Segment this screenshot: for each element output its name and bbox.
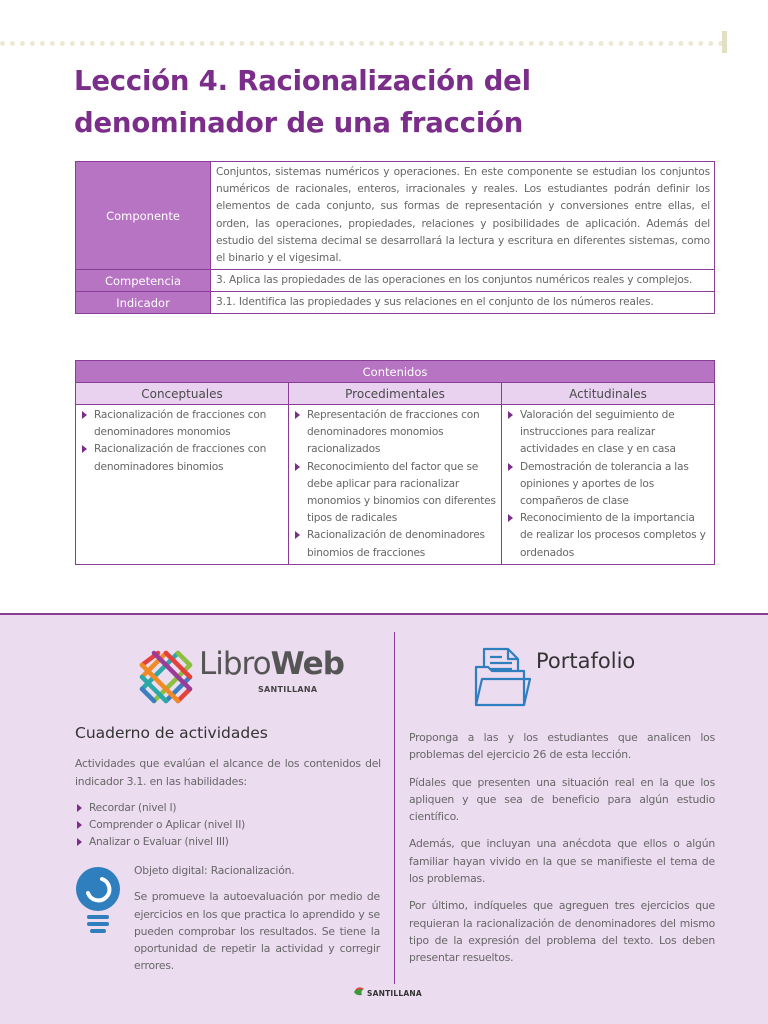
lesson-number: Lección 4. [74,65,228,97]
cuaderno-title: Cuaderno de actividades [75,724,268,742]
lesson-title: Racionalización del denominador de una fracción [74,65,531,139]
libroweb-brand [199,646,344,682]
brand-bold: Web [270,646,344,682]
portafolio-paragraph: Además, que incluyan una anécdota que ellos o algún familiar hayan vivido en la que se manifieste el tema de los problemas. [409,837,715,886]
libroweb-logo-icon [134,645,198,709]
actitudinales-cell [502,405,715,565]
footer-publisher: SANTILLANA [367,989,422,998]
portafolio-paragraph: Por último, indíqueles que agreguen tres ejercicios que requieran la racionalización de denominadores del mismo tipo de la expresión del problema del texto. Los deben presentar resueltos. [409,899,715,965]
list-item: Recordar (nivel I) [75,800,375,817]
list-item: Analizar o Evaluar (nivel III) [75,834,375,851]
digital-object-desc: Se promueve la autoevaluación por medio de ejercicios en los que practica lo aprendido y se pueden comprobar los resultados. Se tiene la oportunidad de repetir la actividad y corregir errores. [134,890,380,973]
cuaderno-intro: Actividades que evalúan el alcance de los contenidos del indicador 3.1. en las habilidades: [75,757,381,788]
componente-text: Conjuntos, sistemas numéricos y operaciones. En este componente se estudian los conjuntos numéricos de racionales, enteros, irracionales y reales. Los estudiantes podrán definir los elementos de cada conjunto, sus formas de representación y conversiones entre ellas, el orden, las operaciones, propiedades, relaciones y posibilidades de aplicación. Además del estudio del sistema decimal se desarrollará la lectura y escritura en diferentes sistemas, como el binario y el vigesimal. [211,162,715,270]
resources-panel [0,613,768,1024]
libroweb-sub: SANTILLANA [258,685,318,694]
contenidos-table [75,360,715,565]
indicador-text: 3.1. Identifica las propiedades y sus relaciones en el conjunto de los números reales. [211,292,715,314]
componente-row [76,162,715,270]
list-item: Comprender o Aplicar (nivel II) [75,817,375,834]
procedimentales-cell [289,405,502,565]
col-header-conceptuales: Conceptuales [76,383,289,405]
col-header-procedimentales: Procedimentales [289,383,502,405]
folder-documents-icon [470,643,532,709]
digital-object-title: Objeto digital: Racionalización. [134,864,295,877]
portafolio-paragraph: Pídales que presenten una situación real en la que los apliquen y que sea de beneficio para algún estudio científico. [409,775,715,824]
indicador-row [76,292,715,314]
contenidos-caption: Contenidos [76,361,715,383]
portafolio-body [409,729,715,977]
competencia-label: Competencia [76,270,211,292]
list-item: Racionalización de fracciones con denominadores monomios [80,407,284,441]
list-item: Racionalización de fracciones con denominadores binomios [80,441,284,475]
procedimentales-list [293,407,497,562]
top-dotted-rule [0,41,724,46]
list-item: Reconocimiento del factor que se debe aplicar para racionalizar monomios y binomios con diferentes tipos de radicales [293,459,497,528]
lightbulb-icon [72,865,124,937]
list-item: Reconocimiento de la importancia de realizar los procesos completos y ordenados [506,510,710,562]
list-item: Valoración del seguimiento de instrucciones para realizar actividades en clase y en casa [506,407,710,459]
list-item: Representación de fracciones con denominadores monomios racionalizados [293,407,497,459]
competencia-row [76,270,715,292]
componente-label: Componente [76,162,211,270]
column-divider [394,632,395,984]
competencia-text: 3. Aplica las propiedades de las operaciones en los conjuntos numéricos reales y complejos. [211,270,715,292]
skills-list [75,800,375,852]
list-item: Demostración de tolerancia a las opiniones y aportes de los compañeros de clase [506,459,710,511]
digital-object-block [134,862,380,984]
page-title [74,60,714,144]
col-header-actitudinales: Actitudinales [502,383,715,405]
actitudinales-list [506,407,710,562]
indicador-label: Indicador [76,292,211,314]
curriculum-info-table [75,161,715,314]
list-item: Racionalización de denominadores binomios de fracciones [293,527,497,561]
brand-light: Libro [199,646,271,682]
conceptuales-cell [76,405,289,565]
portafolio-paragraph: Proponga a las y los estudiantes que analicen los problemas del ejercicio 26 de esta lección. [409,731,715,762]
portafolio-title: Portafolio [536,649,636,673]
conceptuales-list [80,407,284,476]
top-rule-tick [722,31,727,53]
